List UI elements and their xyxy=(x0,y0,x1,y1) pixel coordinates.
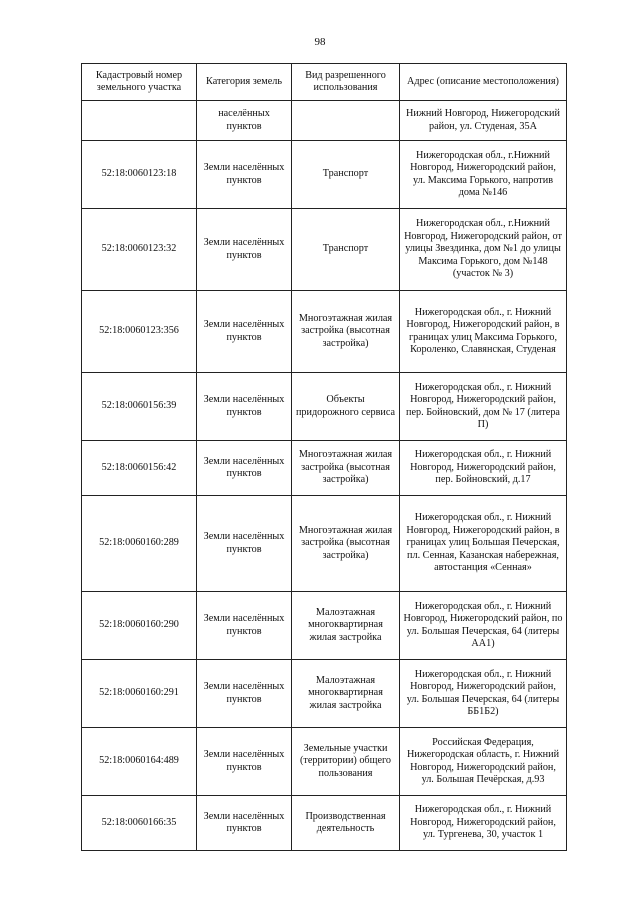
permitted-use-cell: Объекты придорожного сервиса xyxy=(292,373,400,441)
permitted-use-cell: Малоэтажная многоквартирная жилая застройка xyxy=(292,660,400,728)
cadastral-number-cell: 52:18:0060123:356 xyxy=(82,291,197,373)
cadastral-number-cell: 52:18:0060160:291 xyxy=(82,660,197,728)
permitted-use-cell: Транспорт xyxy=(292,209,400,291)
permitted-use-cell: Малоэтажная многоквартирная жилая застройка xyxy=(292,592,400,660)
header-land-category: Категория земель xyxy=(197,64,292,101)
cadastral-number-cell: 52:18:0060123:32 xyxy=(82,209,197,291)
land-category-cell: Земли населённых пунктов xyxy=(197,141,292,209)
land-category-cell: Земли населённых пунктов xyxy=(197,496,292,592)
address-cell: Нижегородская обл., г.Нижний Новгород, Нижегородский район, от улицы Звездинка, дом №1 до улицы Максима Горького, дом №148 (участок № 3) xyxy=(400,209,567,291)
header-cadastral-number: Кадастровый номер земельного участка xyxy=(82,64,197,101)
land-category-cell: Земли населённых пунктов xyxy=(197,728,292,796)
table-row xyxy=(82,209,567,291)
land-category-cell: Земли населённых пунктов xyxy=(197,209,292,291)
cadastral-number-cell: 52:18:0060160:289 xyxy=(82,496,197,592)
table-header xyxy=(82,64,567,101)
land-category-cell: Земли населённых пунктов xyxy=(197,592,292,660)
address-cell: Нижегородская обл., г. Нижний Новгород, Нижегородский район, пер. Бойновский, дом № 17 (литера П) xyxy=(400,373,567,441)
table-row xyxy=(82,660,567,728)
permitted-use-cell xyxy=(292,101,400,141)
cadastral-number-cell: 52:18:0060164:489 xyxy=(82,728,197,796)
address-cell: Нижегородская обл., г. Нижний Новгород, Нижегородский район, по ул. Большая Печерская, 64 (литеры АА1) xyxy=(400,592,567,660)
land-category-cell: Земли населённых пунктов xyxy=(197,796,292,851)
permitted-use-cell: Производственная деятельность xyxy=(292,796,400,851)
cadastral-number-cell: 52:18:0060156:42 xyxy=(82,441,197,496)
permitted-use-cell: Многоэтажная жилая застройка (высотная застройка) xyxy=(292,291,400,373)
table-row xyxy=(82,796,567,851)
cadastral-number-cell: 52:18:0060156:39 xyxy=(82,373,197,441)
page-number: 98 xyxy=(314,36,326,48)
table-row xyxy=(82,496,567,592)
table-row xyxy=(82,291,567,373)
table-row xyxy=(82,141,567,209)
table-row xyxy=(82,101,567,141)
permitted-use-cell: Многоэтажная жилая застройка (высотная застройка) xyxy=(292,496,400,592)
address-cell: Нижний Новгород, Нижегородский район, ул. Студеная, 35А xyxy=(400,101,567,141)
cadastral-number-cell: 52:18:0060160:290 xyxy=(82,592,197,660)
address-cell: Нижегородская обл., г. Нижний Новгород, Нижегородский район, пер. Бойновский, д.17 xyxy=(400,441,567,496)
land-category-cell: Земли населённых пунктов xyxy=(197,660,292,728)
cadastral-number-cell: 52:18:0060166:35 xyxy=(82,796,197,851)
land-category-cell: населённых пунктов xyxy=(197,101,292,141)
land-category-cell: Земли населённых пунктов xyxy=(197,441,292,496)
cadastral-number-cell: 52:18:0060123:18 xyxy=(82,141,197,209)
table-row xyxy=(82,728,567,796)
address-cell: Нижегородская обл., г. Нижний Новгород, Нижегородский район, ул. Большая Печерская, 64 (литеры ББ1Б2) xyxy=(400,660,567,728)
table-row xyxy=(82,373,567,441)
cadastral-number-cell xyxy=(82,101,197,141)
header-address: Адрес (описание местоположения) xyxy=(400,64,567,101)
table-row xyxy=(82,441,567,496)
address-cell: Нижегородская обл., г. Нижний Новгород, Нижегородский район, ул. Тургенева, 30, участок 1 xyxy=(400,796,567,851)
land-plots-table xyxy=(81,63,567,851)
land-category-cell: Земли населённых пунктов xyxy=(197,291,292,373)
address-cell: Нижегородская обл., г. Нижний Новгород, Нижегородский район, в границах улиц Большая Печерская, пл. Сенная, Казанская набережная, автостанция «Сенная» xyxy=(400,496,567,592)
header-row xyxy=(82,64,567,101)
address-cell: Нижегородская обл., г.Нижний Новгород, Нижегородский район, ул. Максима Горького, напротив дома №146 xyxy=(400,141,567,209)
table-row xyxy=(82,592,567,660)
header-permitted-use: Вид разрешенного использования xyxy=(292,64,400,101)
permitted-use-cell: Земельные участки (территории) общего пользования xyxy=(292,728,400,796)
permitted-use-cell: Многоэтажная жилая застройка (высотная застройка) xyxy=(292,441,400,496)
address-cell: Нижегородская обл., г. Нижний Новгород, Нижегородский район, в границах улиц Максима Горького, Короленко, Славянская, Студеная xyxy=(400,291,567,373)
land-category-cell: Земли населённых пунктов xyxy=(197,373,292,441)
table-body xyxy=(82,101,567,851)
permitted-use-cell: Транспорт xyxy=(292,141,400,209)
address-cell: Российская Федерация, Нижегородская область, г. Нижний Новгород, Нижегородский район, ул. Большая Печёрская, д.93 xyxy=(400,728,567,796)
